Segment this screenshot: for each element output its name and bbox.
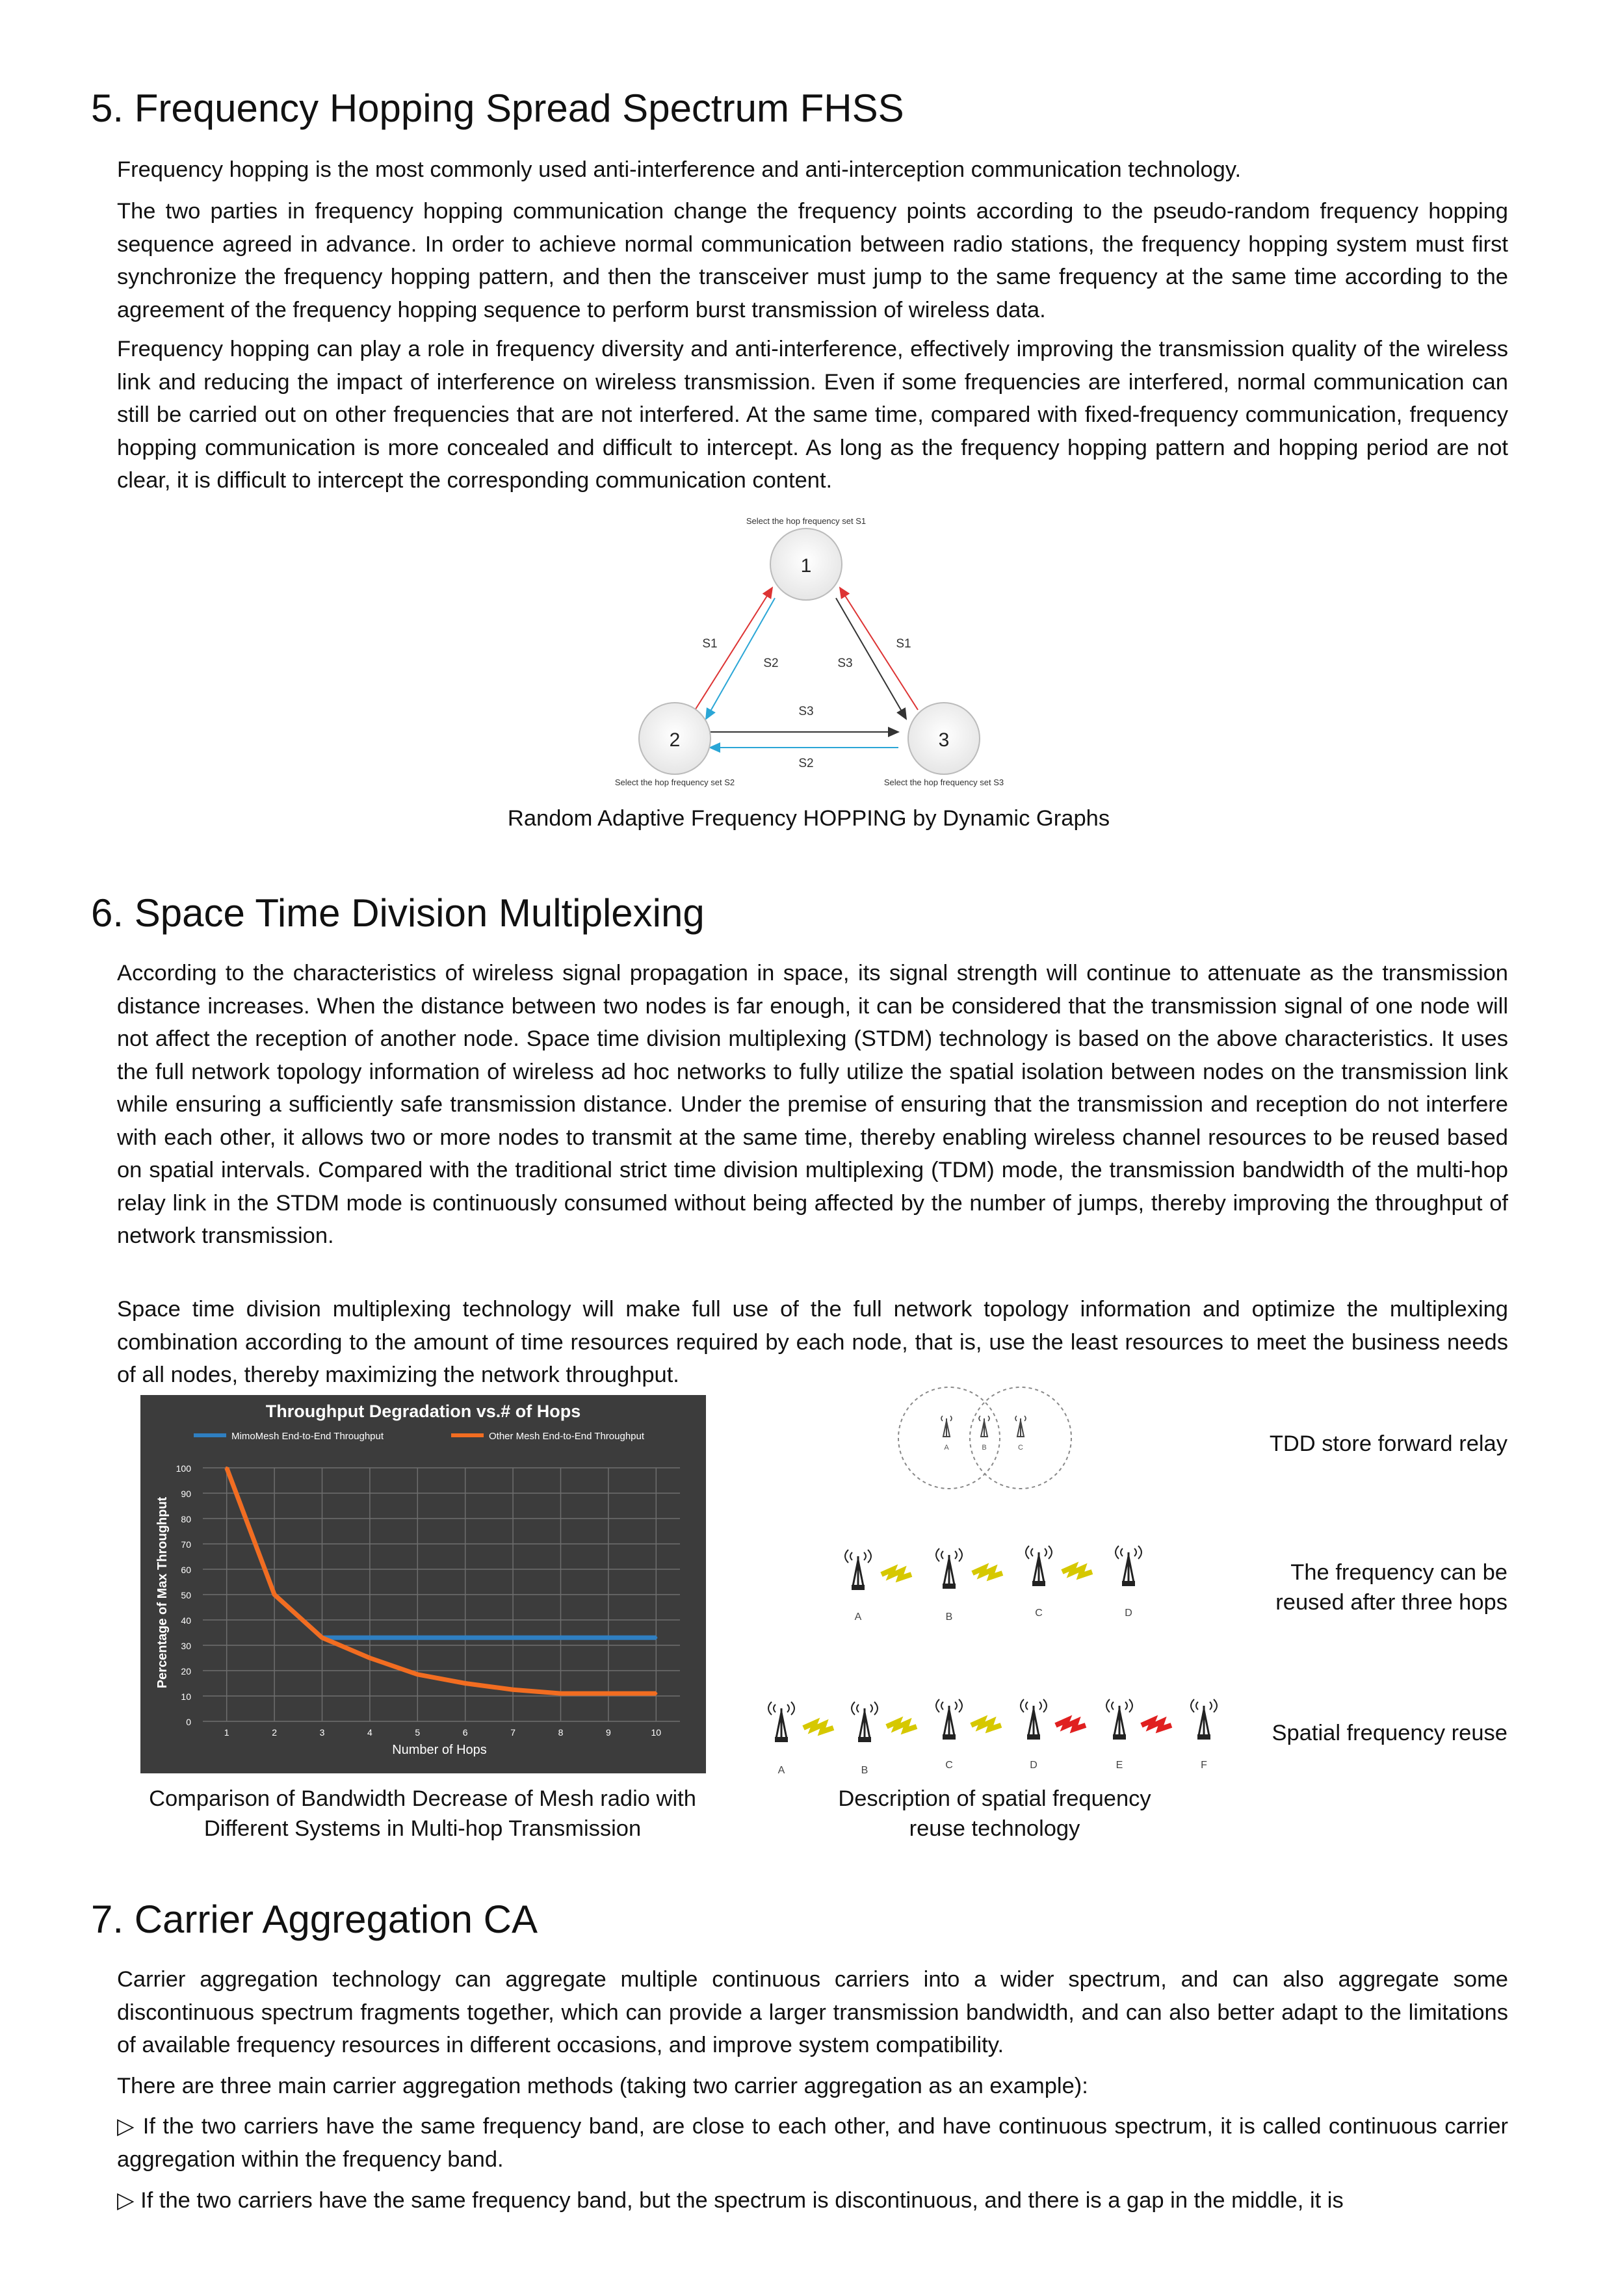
reuse-caption-line-1: Description of spatial frequency xyxy=(838,1786,1151,1811)
row3-link-bc xyxy=(887,1721,917,1730)
reuse-label-three-hops xyxy=(1275,1558,1507,1617)
y-tick-label: 50 xyxy=(181,1590,191,1600)
series-point-othermesh xyxy=(607,1692,610,1695)
chart-caption-line-2: Different Systems in Multi-hop Transmission xyxy=(203,1816,642,1841)
row3-antenna-f xyxy=(1191,1699,1217,1740)
y-tick-label: 0 xyxy=(186,1717,191,1727)
chart-caption xyxy=(91,1784,754,1844)
row2-antenna-c xyxy=(1026,1546,1052,1586)
reuse-label-three-hops-line-2: reused after three hops xyxy=(1275,1590,1507,1615)
series-point-mimomesh xyxy=(560,1636,562,1639)
chart-title: Throughput Degradation vs.# of Hops xyxy=(265,1402,581,1421)
y-tick-label: 100 xyxy=(176,1463,191,1474)
section-7-heading: 7. Carrier Aggregation CA xyxy=(91,1898,538,1941)
x-tick-label: 5 xyxy=(415,1727,421,1738)
series-point-othermesh xyxy=(560,1692,562,1695)
y-tick-label: 90 xyxy=(181,1489,191,1499)
series-point-othermesh xyxy=(369,1657,371,1660)
reuse-label-spatial: Spatial frequency reuse xyxy=(1272,1721,1507,1745)
row3-node-a: A xyxy=(777,1765,785,1775)
x-tick-label: 6 xyxy=(462,1727,468,1738)
row3-link-de xyxy=(1056,1720,1086,1729)
series-point-othermesh xyxy=(321,1636,324,1639)
circle-node-b: B xyxy=(982,1444,987,1452)
right-label: Select the hop frequency set S3 xyxy=(883,777,1004,787)
row3-node-e: E xyxy=(1116,1760,1123,1771)
top-label: Select the hop frequency set S1 xyxy=(746,516,867,526)
x-tick-label: 9 xyxy=(606,1727,611,1738)
row3-antenna-a xyxy=(768,1702,794,1742)
row2-node-c: C xyxy=(1035,1608,1043,1619)
row3-node-f: F xyxy=(1201,1760,1207,1771)
series-point-othermesh xyxy=(416,1673,419,1676)
x-axis-label: Number of Hops xyxy=(392,1743,487,1757)
series-point-mimomesh xyxy=(512,1636,514,1639)
y-axis-label: Percentage of Max Throughput xyxy=(155,1496,170,1689)
s5-paragraph-2: The two parties in frequency hopping communication change the frequency points according to the pseudo-random frequency hopping sequence agreed in advance. In order to achieve normal communication between radio stations, the frequency hopping system must first synchronize the frequency hopping pattern, and then the transceiver must jump to the same frequency at the same time according to the agreement of the frequency hopping sequence to perform burst transmission of wireless data. xyxy=(117,199,1508,322)
s7-bullet-2: ▷ If the two carriers have the same frequency band, but the spectrum is discontinuous, and there is a gap in the middle, it is xyxy=(117,2188,1344,2213)
row3-link-ab xyxy=(803,1723,833,1732)
row3-node-d: D xyxy=(1030,1760,1037,1771)
series-point-othermesh xyxy=(464,1682,467,1685)
row2-link-ab xyxy=(881,1569,911,1578)
section-6-heading: 6. Space Time Division Multiplexing xyxy=(91,891,705,935)
throughput-chart xyxy=(140,1395,706,1773)
row2-node-d: D xyxy=(1125,1608,1132,1619)
s5-paragraph-1: Frequency hopping is the most commonly used anti-interference and anti-interception communication technology. xyxy=(117,157,1242,182)
x-tick-label: 8 xyxy=(558,1727,564,1738)
y-tick-label: 10 xyxy=(181,1691,191,1702)
row2-node-b: B xyxy=(945,1611,953,1623)
s7-paragraph-2: There are three main carrier aggregation methods (taking two carrier aggregation as an example): xyxy=(117,2074,1088,2098)
row2-link-cd xyxy=(1062,1567,1092,1576)
y-tick-label: 20 xyxy=(181,1666,191,1676)
series-point-mimomesh xyxy=(607,1636,610,1639)
s7-bullet-1: ▷ If the two carriers have the same frequency band, are close to each other, and have continuous spectrum, it is called continuous carrier aggregation within the frequency band. xyxy=(117,2114,1508,2172)
row2-node-a: A xyxy=(854,1611,862,1623)
x-tick-label: 3 xyxy=(319,1727,325,1738)
row2-link-bc xyxy=(972,1568,1002,1577)
chart-background xyxy=(140,1395,706,1773)
y-tick-label: 60 xyxy=(181,1565,191,1575)
row3-antenna-d xyxy=(1021,1699,1047,1740)
row3-node-c: C xyxy=(945,1760,953,1771)
series-point-mimomesh xyxy=(655,1636,657,1639)
s6-paragraph-2: Space time division multiplexing technology will make full use of the full network topology information and optimize the multiplexing combination according to the amount of time resources required by each node, that is, use the least resources to meet the business needs of all nodes, thereby maximizing the network throughput. xyxy=(117,1297,1508,1387)
series-point-othermesh xyxy=(226,1467,228,1469)
y-tick-label: 70 xyxy=(181,1539,191,1550)
row3-node-b: B xyxy=(861,1765,868,1775)
s5-paragraph-3: Frequency hopping can play a role in frequency diversity and anti-interference, effectively improving the transmission quality of the wireless link and reducing the impact of interference on wireless transmission. Even if some frequencies are interfered, normal communication can still be carried out on other frequencies that are not interfered. At the same time, compared with fixed-frequency communication, frequency hopping communication is more concealed and difficult to intercept. As long as the frequency hopping pattern and hopping period are not clear, it is difficult to intercept the corresponding communication content. xyxy=(117,337,1508,493)
row2-antenna-b xyxy=(936,1548,962,1589)
reuse-label-three-hops-line-1: The frequency can be xyxy=(1290,1560,1507,1585)
row3-antenna-b xyxy=(852,1702,878,1742)
row3-antenna-c xyxy=(936,1699,962,1740)
chart-caption-line-1: Comparison of Bandwidth Decrease of Mesh radio with xyxy=(149,1786,696,1811)
reuse-caption-line-2: reuse technology xyxy=(909,1816,1080,1841)
node-3-label: 3 xyxy=(938,729,950,751)
x-tick-label: 4 xyxy=(367,1727,372,1738)
y-tick-label: 30 xyxy=(181,1641,191,1651)
node-2-label: 2 xyxy=(669,729,681,751)
row2-antenna-a xyxy=(845,1550,871,1590)
coverage-circle-right xyxy=(970,1387,1071,1489)
edge-label-s1-left: S1 xyxy=(702,637,718,651)
s5-figure-caption: Random Adaptive Frequency HOPPING by Dynamic Graphs xyxy=(507,806,1110,831)
y-tick-label: 40 xyxy=(181,1615,191,1626)
circle-node-c: C xyxy=(1018,1444,1023,1452)
s6-paragraph-1: According to the characteristics of wireless signal propagation in space, its signal strength will continue to attenuate as the transmission distance increases. When the distance between two nodes is far enough, it can be considered that the transmission signal of one node will not affect the reception of another node. Space time division multiplexing (STDM) technology is based on the above characteristics. It uses the full network topology information of wireless ad hoc networks to fully utilize the spatial isolation between nodes on the transmission link while ensuring a sufficiently safe transmission distance. Under the premise of ensuring that the transmission and reception do not interfere with each other, it allows two or more nodes to transmit at the same time, thereby enabling wireless channel resources to be reused based on spatial intervals. Compared with the traditional strict time division multiplexing (TDM) mode, the transmission bandwidth of the multi-hop relay link in the STDM mode is continuously consumed without being affected by the number of jumps, thereby improving the throughput of network transmission. xyxy=(117,961,1508,1248)
x-tick-label: 2 xyxy=(272,1727,277,1738)
edge-label-s2-bottom: S2 xyxy=(798,757,814,770)
edge-label-s3-mid: S3 xyxy=(798,705,814,718)
series-point-mimomesh xyxy=(369,1636,371,1639)
reuse-caption xyxy=(767,1784,1222,1844)
left-label: Select the hop frequency set S2 xyxy=(614,777,735,787)
edge-label-s1-right: S1 xyxy=(896,637,911,651)
series-point-othermesh xyxy=(273,1593,276,1596)
row3-link-cd xyxy=(971,1720,1001,1729)
series-point-mimomesh xyxy=(416,1636,419,1639)
edge-label-s2-inner: S2 xyxy=(763,657,779,670)
x-tick-label: 7 xyxy=(510,1727,515,1738)
edge-label-s3-inner: S3 xyxy=(837,657,853,670)
node-1-label: 1 xyxy=(800,555,812,577)
s7-paragraph-1: Carrier aggregation technology can aggregate multiple continuous carriers into a wider spectrum, and can also aggregate some discontinuous spectrum fragments together, which can provide a larger transmission bandwidth, and can also better adapt to the limitations of available frequency resources in different occasions, and improve system compatibility. xyxy=(117,1967,1508,2057)
frequency-hopping-diagram xyxy=(598,507,1014,793)
reuse-label-tdd: TDD store forward relay xyxy=(1269,1431,1507,1456)
circle-antenna-b xyxy=(979,1416,989,1437)
circle-node-a: A xyxy=(944,1444,949,1452)
series-point-othermesh xyxy=(655,1692,657,1695)
series-point-mimomesh xyxy=(464,1636,467,1639)
row2-antenna-d xyxy=(1116,1546,1142,1586)
x-tick-label: 10 xyxy=(651,1727,662,1738)
circle-antenna-a xyxy=(941,1416,952,1437)
circle-antenna-c xyxy=(1015,1416,1026,1437)
section-5-heading: 5. Frequency Hopping Spread Spectrum FHSS xyxy=(91,86,904,130)
series-point-othermesh xyxy=(512,1688,514,1691)
legend-othermesh: Other Mesh End-to-End Throughput xyxy=(489,1431,645,1442)
row3-link-ef xyxy=(1142,1720,1171,1729)
x-tick-label: 1 xyxy=(224,1727,229,1738)
row3-antenna-e xyxy=(1106,1699,1132,1740)
spatial-reuse-diagram xyxy=(761,1385,1229,1775)
y-tick-label: 80 xyxy=(181,1514,191,1524)
legend-mimomesh: MimoMesh End-to-End Throughput xyxy=(231,1431,384,1442)
